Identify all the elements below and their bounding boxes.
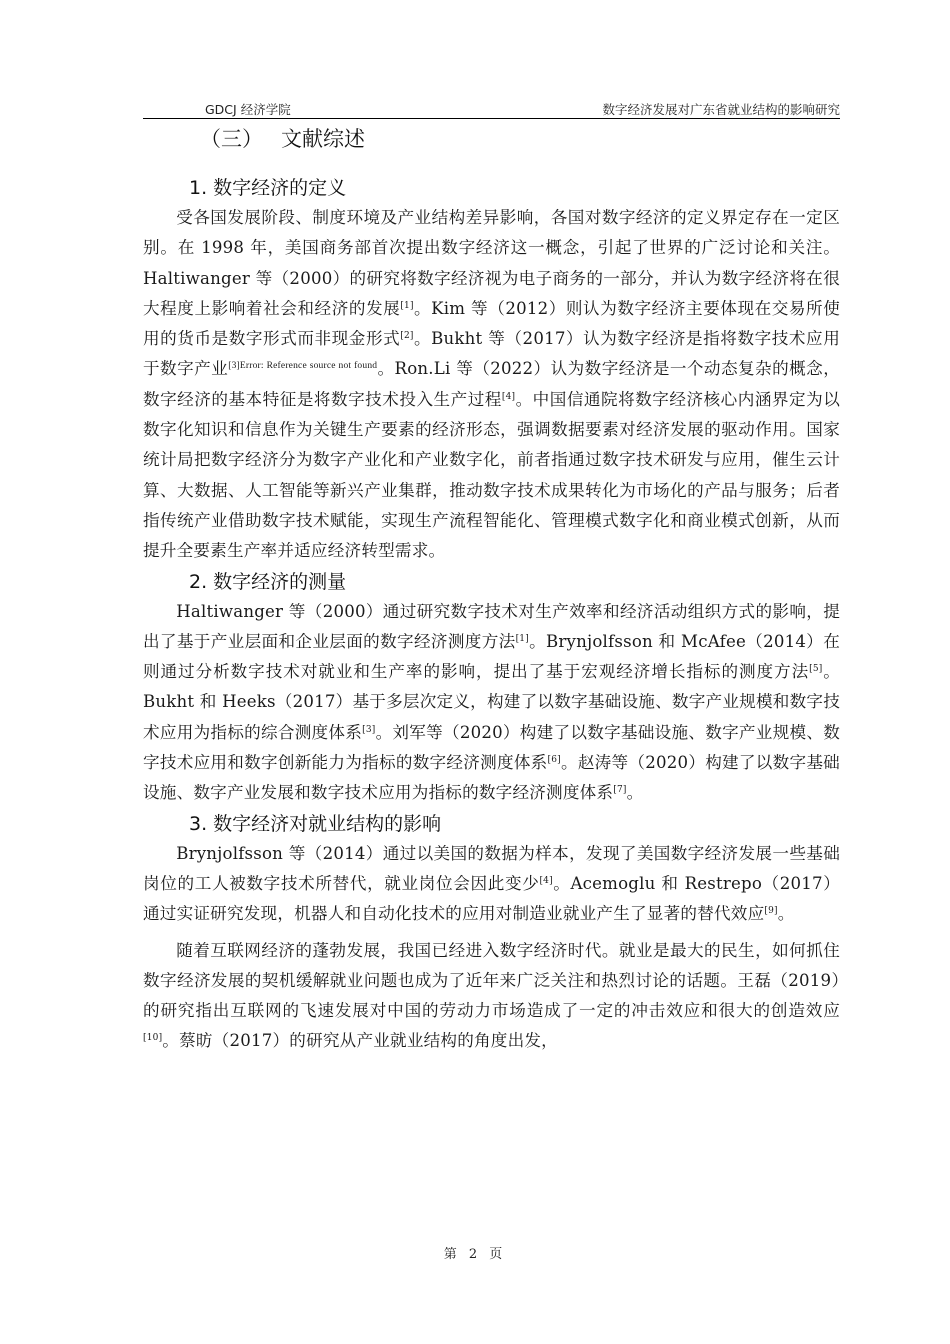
text-run: 。Bukht 等（2017）认为数字经济是指将数字技术应用于数字产业 <box>143 329 840 379</box>
text-run: 。赵涛等（2020）构建了以数字基础设施、数字产业发展和数字技术应用为指标的数字经济测度体系 <box>143 753 840 803</box>
text-run: 。蔡昉（2017）的研究从产业就业结构的角度出发， <box>162 1031 558 1051</box>
text-run: Brynjolfsson 等（2014）通过以美国的数据为样本，发现了美国数字经济发展一些基础岗位的工人被数字技术所替代，就业岗位会因此变少 <box>143 843 840 893</box>
paragraph-employment-impact-1 <box>143 839 840 930</box>
paragraph-definition <box>143 203 840 567</box>
citation[interactable]: [7] <box>613 785 627 796</box>
text-run: 。刘军等（2020）构建了以数字基础设施、数字产业规模、数字技术应用和数字创新能力为指标的数字经济测度体系 <box>143 722 840 773</box>
citation[interactable]: [10] <box>143 1033 163 1044</box>
text-run: 受各国发展阶段、制度环境及产业结构差异影响，各国对数字经济的定义界定存在一定区别。在 1998 年，美国商务部首次提出数字经济这一概念，引起了世界的广泛讨论和关注。Haltiwanger 等（2000）的研究将数字经济视为电子商务的一部分，并认为数字经济将在很大程度上影响着社会和经济的发展 <box>143 208 840 318</box>
text-run: 。Ron.Li 等（2022）认为数字经济是一个动态复杂的概念，数字经济的基本特征是将数字技术投入生产过程 <box>143 359 840 409</box>
paragraph-employment-impact-2 <box>143 936 840 1057</box>
citation[interactable]: [9] <box>764 906 778 917</box>
text-run: 。Brynjolfsson 和 McAfee（2014）在则通过分析数字技术对就业和生产率的影响，提出了基于宏观经济增长指标的测度方法 <box>143 631 840 682</box>
header-thesis-title: 数字经济发展对广东省就业结构的影响研究 <box>602 102 840 117</box>
section-heading <box>143 121 840 157</box>
text-run: 。 <box>626 783 644 803</box>
subsection-heading-measurement: 2. 数字经济的测量 <box>189 570 347 593</box>
citation[interactable]: [1] <box>515 633 529 644</box>
citation[interactable]: [2] <box>400 331 414 342</box>
section-number: （三） <box>200 127 263 151</box>
text-run: 。Bukht 和 Heeks（2017）基于多层次定义，构建了以数字基础设施、数字产业规模和数字技术应用为指标的综合测度体系 <box>143 662 840 742</box>
header-divider <box>143 118 840 119</box>
page-header <box>143 98 840 118</box>
citation[interactable]: [3] <box>362 724 376 735</box>
text-run: 。中国信通院将数字经济核心内涵界定为以数字化知识和信息作为关键生产要素的经济形态，强调数据要素对经济发展的驱动作用。国家统计局把数字经济分为数字产业化和产业数字化，前者指通过数字技术研发与应用，催生云计算、大数据、人工智能等新兴产业集群，推动数字技术成果转化为市场化的产品与服务；后者指传统产业借助数字技术赋能，实现生产流程智能化、管理模式数字化和商业模式创新，从而提升全要素生产率并适应经济转型需求。 <box>143 389 840 561</box>
text-run: 。Acemoglu 和 Restrepo（2017）通过实证研究发现，机器人和自动化技术的应用对制造业就业产生了显著的替代效应 <box>143 873 840 924</box>
citation[interactable]: [5] <box>809 664 823 675</box>
page-body <box>143 121 840 1057</box>
citation[interactable]: [4] <box>501 391 516 402</box>
citation-error[interactable]: [3]Error: Reference source not found <box>228 361 378 372</box>
text-run: 随着互联网经济的蓬勃发展，我国已经进入数字经济时代。就业是最大的民生，如何抓住数字经济发展的契机缓解就业问题也成为了近年来广泛关注和热烈讨论的话题。王磊（2019）的研究指出互联网的飞速发展对中国的劳动力市场造成了一定的冲击效应和很大的创造效应 <box>143 940 840 1021</box>
section-title: 文献综述 <box>281 127 365 151</box>
citation[interactable]: [6] <box>547 755 561 766</box>
header-institution: GDCJ 经济学院 <box>205 102 291 117</box>
subsection-heading-definition: 1. 数字经济的定义 <box>189 177 347 199</box>
text-run: 。Kim 等（2012）则认为数字经济主要体现在交易所使用的货币是数字形式而非现金形式 <box>143 298 841 349</box>
text-run: 。 <box>777 904 795 924</box>
subsection-heading-employment-impact: 3. 数字经济对就业结构的影响 <box>189 812 442 835</box>
paragraph-measurement <box>143 597 840 809</box>
citation[interactable]: [4] <box>539 875 553 886</box>
text-run: Haltiwanger 等（2000）通过研究数字技术对生产效率和经济活动组织方式的影响，提出了基于产业层面和企业层面的数字经济测度方法 <box>143 601 840 651</box>
page-number: 第 2 页 <box>443 1247 507 1262</box>
citation[interactable]: [1] <box>400 300 414 311</box>
